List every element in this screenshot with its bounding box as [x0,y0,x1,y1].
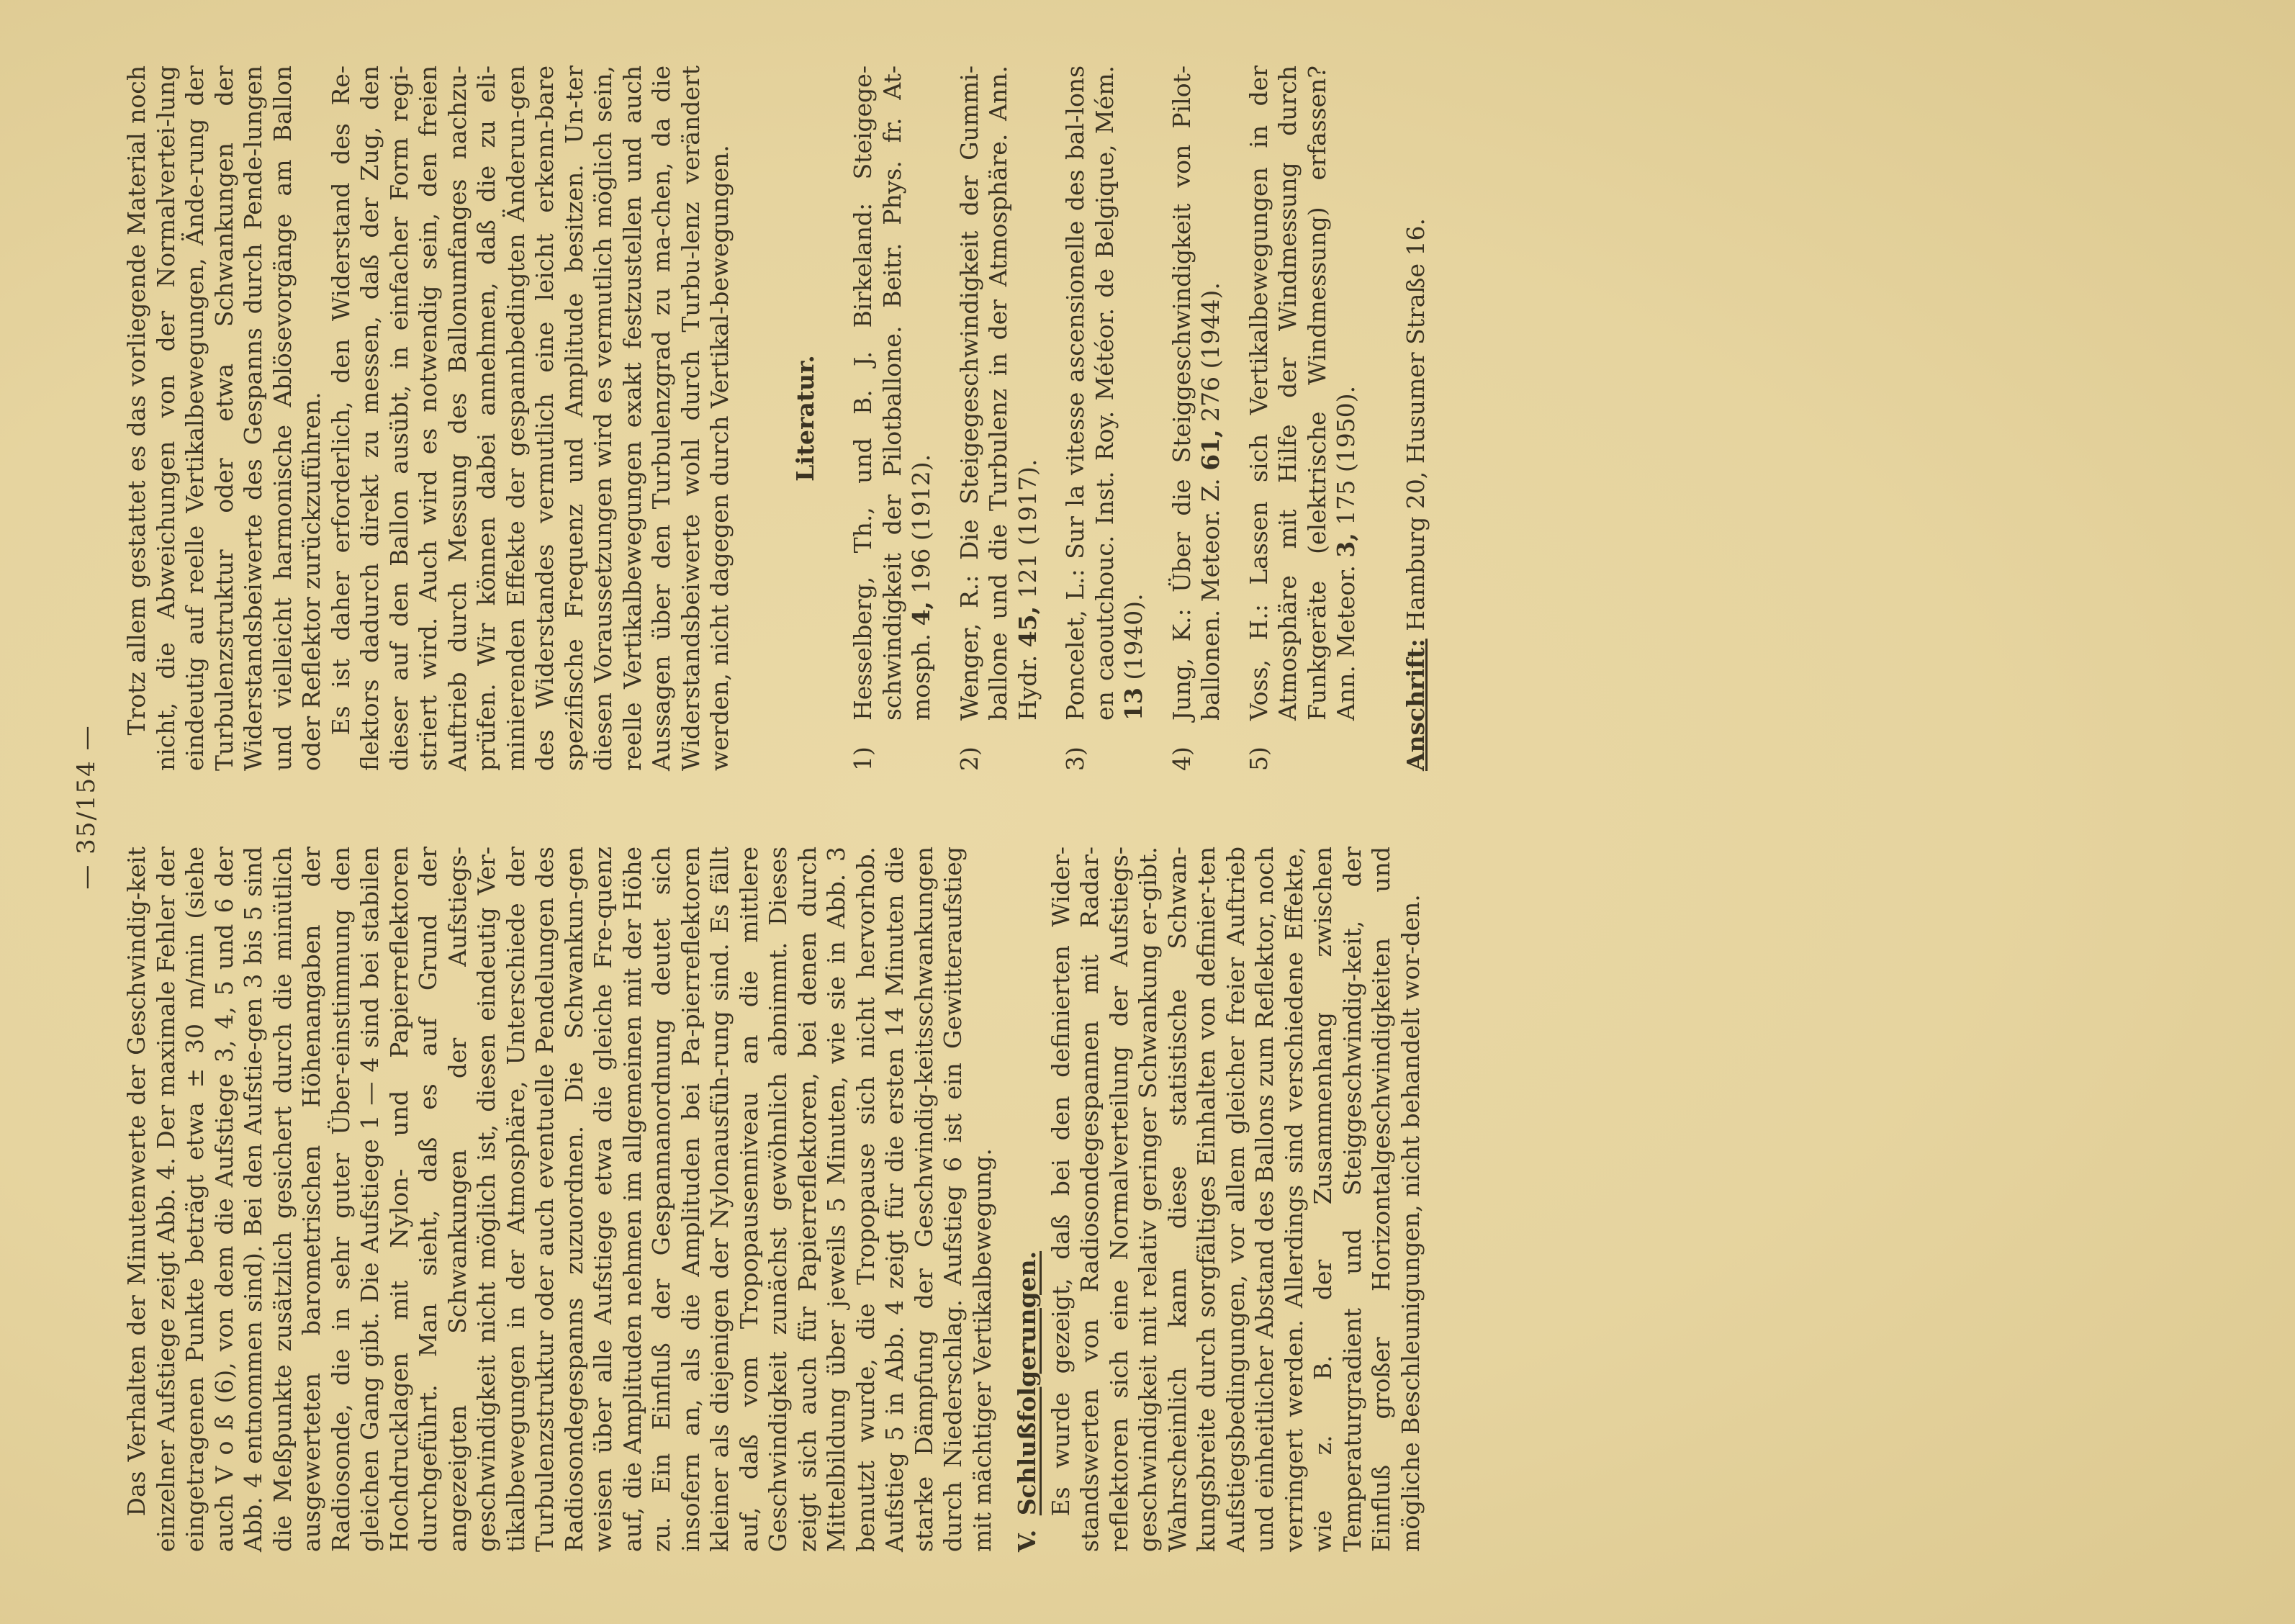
reference-item [1061,66,1149,771]
address-text: Hamburg 20, Husumer Straße 16. [1401,218,1430,631]
rotated-page [72,62,1512,1552]
section-number: V. [1013,1529,1041,1552]
left-column [122,847,1425,1552]
body-paragraph: Das Verhalten der Minutenwerte der Geschwindig-keit einzelner Aufstiege zeigt Abb. 4. Der maximale Fehler der eingetragenen Punkte beträgt etwa ± 30 m/min (siehe auch V o ß (6), von dem die Aufstiege 3, 4, 5 und 6 der Abb. 4 entnommen sind). Bei den Aufstie-gen 3 bis 5 sind die Meßpunkte zusätzlich gesichert durch die minütlich ausgewerteten barometrischen Höhenangaben der Radiosonde, die in sehr guter Über-einstimmung den gleichen Gang gibt. Die Aufstiege 1 — 4 sind bei stabilen Hochdrucklagen mit Nylon- und Papierreflektoren durchgeführt. Man sieht, daß es auf Grund der angezeigten Schwankungen der Aufstiegs-geschwindigkeit nicht möglich ist, diesen eindeutig Ver-tikalbewegungen in der Atmosphäre, Unterschiede der Turbulenzstruktur oder auch eventuelle Pendelungen des Radiosondegespanns zuzuordnen. Die Schwankun-gen weisen über alle Aufstiege etwa die gleiche Fre-quenz auf, die Amplituden nehmen im allgemeinen mit der Höhe zu. Ein Einfluß der Gespannanordnung deutet sich insofern an, als die Amplituden bei Pa-pierreflektoren kleiner als diejenigen der Nylonausfüh-rung sind. Es fällt auf, daß vom Tropopausenniveau an die mittlere Geschwindigkeit zunächst gewöhnlich abnimmt. Dieses zeigt sich auch für Papierreflektoren, bei denen durch Mittelbildung über jeweils 5 Minuten, wie sie in Abb. 3 benutzt wurde, die Tropopause sich nicht hervorhob. Aufstieg 5 in Abb. 4 zeigt für die ersten 14 Minuten die starke Dämpfung der Geschwindig-keitsschwankungen durch Niederschlag. Aufstieg 6 ist ein Gewitteraufstieg mit mächtiger Vertikalbewegung. [122,847,996,1552]
reference-text: Voss, H.: Lassen sich Vertikalbewegungen in der Atmosphäre mit Hilfe der Windmessung durch Funkgeräte (elektrische Windmessung) erfassen? Ann. Meteor. 3, 175 (1950). [1244,66,1360,721]
page-number: — 35/154 — [72,724,101,890]
body-paragraph: Es wurde gezeigt, daß bei den definierten Wider-standswerten von Radiosondegespannen mit Radar-reflektoren sich eine Normalverteilung der Aufstiegs-geschwindigkeit mit relativ geringer Schwankung er-gibt. Wahrscheinlich kann diese statistische Schwan-kungsbreite durch sorgfältiges Einhalten von definier-ten Aufstiegsbedingungen, vor allem gleicher freier Auftrieb und einheitlicher Abstand des Ballons zum Reflektor, noch verringert werden. Allerdings sind verschiedene Effekte, wie z. B. der Zusammenhang zwischen Temperaturgradient und Steiggeschwindig-keit, der Einfluß großer Horizontalgeschwindigkeiten und mögliche Beschleunigungen, nicht behandelt wor-den. [1046,847,1425,1552]
reference-volume: 45, [1013,605,1042,648]
reference-item [849,66,937,771]
reference-item [1168,66,1226,771]
address-label: Anschrift: [1401,639,1430,771]
reference-number: 4) [1167,746,1196,771]
reference-text: Hesselberg, Th., und B. J. Birkeland: Steigege-schwindigkeit der Pilotballone. Beitr. Phys. fr. At-mosph. 4, 196 (1912). [849,66,935,721]
section-title: Schlußfolgerungen. [1013,1250,1041,1516]
literature-heading: Literatur. [790,355,819,482]
reference-number: 5) [1244,746,1273,771]
author-address [1402,66,1431,771]
right-column [122,66,1430,771]
reference-item [1245,66,1361,771]
reference-number: 3) [1061,746,1089,771]
reference-list [849,66,1361,771]
reference-number: 2) [955,746,983,771]
body-paragraph: Es ist daher erforderlich, den Widerstand des Re-flektors dadurch direkt zu messen, daß der Zug, den dieser auf den Ballon ausübt, in einfacher Form regi-striert wird. Auch wird es notwendig sein, den freien Auftrieb durch Messung des Ballonumfanges nachzu-prüfen. Wir können dabei annehmen, daß die zu eli-minierenden Effekte der gespannbedingten Änderun-gen des Widerstandes vermutlich eine leicht erkenn-bare spezifische Frequenz und Amplitude besitzen. Un-ter diesen Voraussetzungen wird es vermutlich möglich sein, reelle Vertikalbewegungen exakt festzustellen und auch Aussagen über den Turbulenzgrad zu ma-chen, da die Widerstandsbeiwerte wohl durch Turbu-lenz verändert werden, nicht dagegen durch Vertikal-bewegungen. [326,66,734,771]
body-paragraph: Trotz allem gestattet es das vorliegende Material noch nicht, die Abweichungen von der Normalvertei-lung eindeutig auf reelle Vertikalbewegungen, Ände-rung der Turbulenzstruktur oder etwa Schwankungen der Widerstandsbeiwerte des Gespanns durch Pende-lungen und vielleicht harmonische Ablösevorgänge am Ballon oder Reflektor zurückzuführen. [122,66,325,771]
reference-volume: 61, [1196,429,1225,471]
reference-volume: 4, [907,601,935,626]
reference-number: 1) [849,746,877,771]
reference-item [955,66,1043,771]
reference-text: Wenger, R.: Die Steigegeschwindigkeit der Gummi-ballone und die Turbulenz in der Atmosphäre. Ann. Hydr. 45, 121 (1917). [955,66,1042,721]
reference-volume: 3, [1332,533,1360,558]
reference-volume: 13 [1119,687,1148,721]
reference-text: Poncelet, L.: Sur la vitesse ascensionelle des bal-lons en caoutchouc. Inst. Roy. Météor. de Belgique, Mém. 13 (1940). [1061,66,1148,721]
reference-text: Jung, K.: Über die Steiggeschwindigkeit von Pilot-ballonen. Meteor. Z. 61, 276 (1944). [1167,66,1225,721]
section-heading [1013,847,1042,1552]
